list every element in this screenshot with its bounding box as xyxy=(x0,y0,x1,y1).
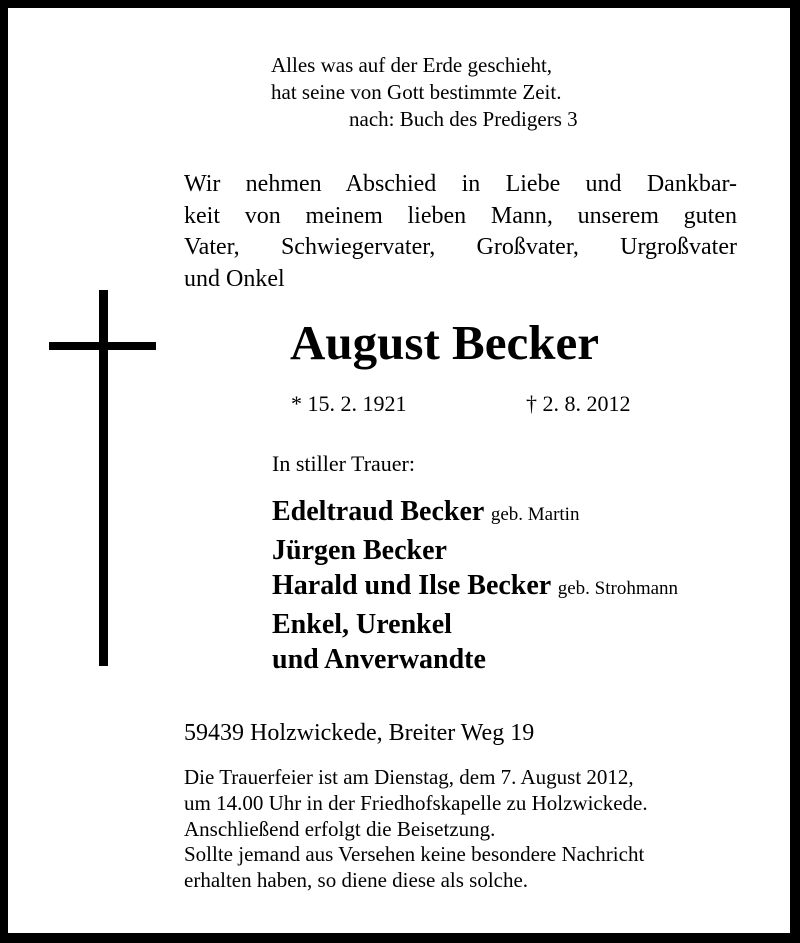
farewell-line: und Onkel xyxy=(184,265,285,292)
mourner-name: Harald und Ilse Becker xyxy=(272,570,551,601)
mourner-name: Jürgen Becker xyxy=(272,534,447,566)
mourner-entry xyxy=(272,533,678,569)
farewell-line: keit von meinem lieben Mann, unserem guten xyxy=(184,202,737,229)
mourner-entry xyxy=(272,568,678,607)
quote-reference: nach: Buch des Predigers 3 xyxy=(349,107,578,131)
mourner-entry xyxy=(272,607,678,643)
quote-line: hat seine von Gott bestimmte Zeit. xyxy=(271,80,562,104)
mourners-list xyxy=(272,494,678,678)
notice-line: Anschließend erfolgt die Beisetzung. xyxy=(184,816,496,841)
family-address: 59439 Holzwickede, Breiter Weg 19 xyxy=(184,720,535,746)
bible-quote xyxy=(271,52,578,133)
birth-date: * 15. 2. 1921 xyxy=(291,391,407,416)
cross-horizontal-bar xyxy=(49,342,156,350)
farewell-text xyxy=(184,169,737,295)
notice-line: Die Trauerfeier ist am Dienstag, dem 7. August 2012, xyxy=(184,765,634,789)
obituary-card xyxy=(8,8,790,933)
notice-line: erhalten haben, so diene diese als solche. xyxy=(184,868,529,893)
death-date: † 2. 8. 2012 xyxy=(526,391,631,416)
mourner-name: Edeltraud Becker xyxy=(272,496,484,527)
grief-heading: In stiller Trauer: xyxy=(272,451,415,476)
mourner-note: geb. Strohmann xyxy=(557,578,679,599)
notice-line: Sollte jemand aus Versehen keine besondere Nachricht xyxy=(184,842,645,867)
notice-line: um 14.00 Uhr in der Friedhofskapelle zu Holzwickede. xyxy=(184,790,648,815)
deceased-name: August Becker xyxy=(290,315,599,370)
mourner-entry xyxy=(272,642,678,678)
farewell-line: Vater, Schwiegervater, Großvater, Urgroßvater xyxy=(184,234,737,260)
funeral-notice xyxy=(184,765,648,894)
mourner-name: und Anverwandte xyxy=(272,644,486,675)
mourner-entry xyxy=(272,494,678,533)
mourner-note: geb. Martin xyxy=(490,504,580,525)
quote-line: Alles was auf der Erde geschieht, xyxy=(271,53,553,77)
mourner-name: Enkel, Urenkel xyxy=(272,608,452,640)
farewell-line: Wir nehmen Abschied in Liebe und Dankbar- xyxy=(184,171,737,197)
